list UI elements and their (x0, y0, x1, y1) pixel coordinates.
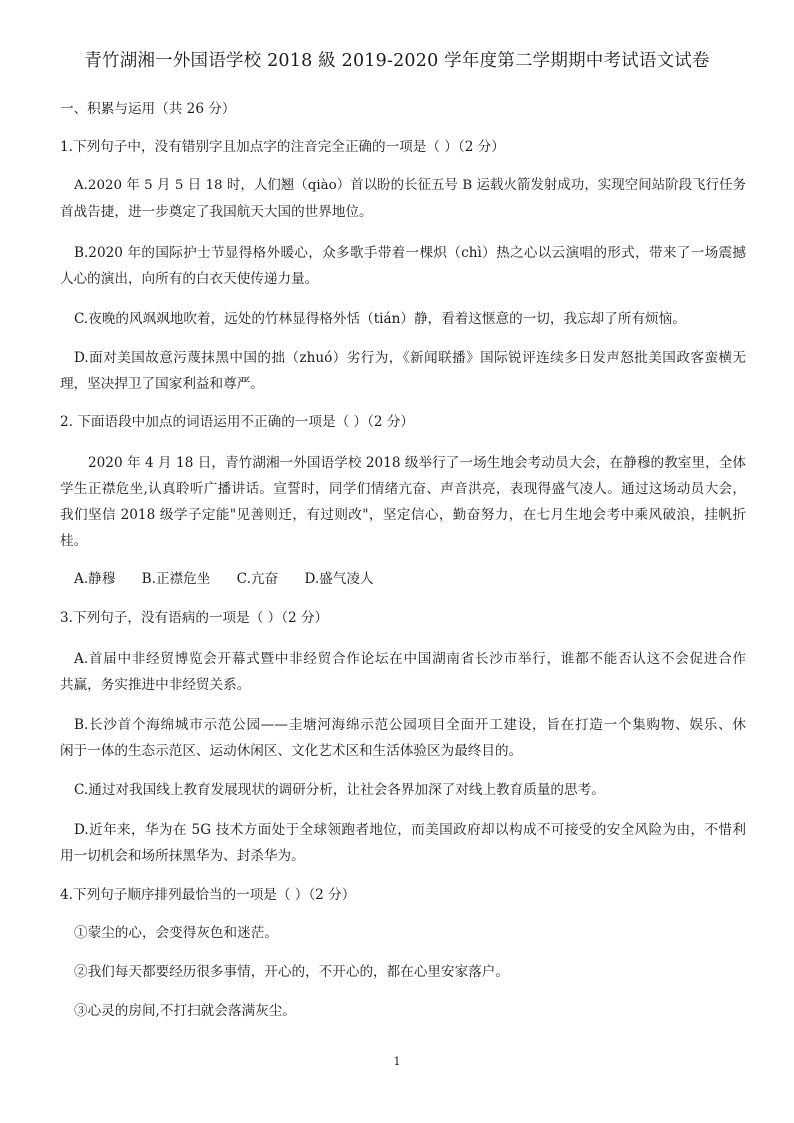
q1-option-d-line1: D.面对美国故意污蔑抹黑中国的拙（zhuó）劣行为，《新闻联播》国际锐评连续多日发声怒批美国政客蛮横无 (74, 350, 746, 366)
q1-option-c: C.夜晚的风飒飒地吹着，远处的竹林显得格外恬（tián）静，看着这惬意的一切，我忘却了所有烦恼。 (74, 311, 686, 327)
q2-passage-line4: 桂。 (60, 533, 88, 549)
q1-option-a-line1: A.2020 年 5 月 5 日 18 时，人们翘（qiào）首以盼的长征五号 B 运载火箭发射成功，实现空间站阶段飞行任务 (74, 178, 746, 193)
question-4-stem: 4.下列句子顺序排列最恰当的一项是（ ）（2 分） (60, 887, 356, 903)
q2-passage-line1: 2020 年 4 月 18 日，青竹湖湘一外国语学校 2018 级举行了一场生地会考动员大会，在静穆的教室里，全体 (88, 455, 746, 471)
q2-passage-line2: 学生正襟危坐,认真聆听广播讲话。宣誓时，同学们情绪亢奋、声音洪亮，表现得盛气凌人。通过这场动员大会， (60, 481, 746, 497)
page-number: 1 (393, 1055, 401, 1068)
q2-passage-line3: 我们坚信 2018 级学子定能"见善则迁，有过则改"，坚定信心，勤奋努力，在七月生地会考中乘风破浪，挂帆折 (60, 507, 746, 523)
q1-option-a-line2: 首战告捷，进一步奠定了我国航天大国的世界地位。 (60, 204, 373, 220)
q2-option-b: B.正襟危坐 (141, 571, 211, 587)
question-2-stem: 2. 下面语段中加点的词语运用不正确的一项是（ ）（2 分） (60, 414, 415, 430)
q1-option-b-line1: B.2020 年的国际护士节显得格外暖心，众多歌手带着一棵炽（chì）热之心以云演唱的形式，带来了一场震撼 (74, 245, 746, 261)
q4-sentence-3: ③心灵的房间,不打扫就会落满灰尘。 (74, 1003, 296, 1019)
q4-sentence-2: ②我们每天都要经历很多事情，开心的，不开心的，都在心里安家落户。 (74, 964, 509, 980)
q2-option-d: D.盛气凌人 (304, 571, 374, 587)
exam-title: 青竹湖湘一外国语学校 2018 級 2019-2020 学年度第二学期期中考试语文试卷 (84, 51, 710, 71)
q3-option-a-line2: 共赢，务实推进中非经贸关系。 (60, 677, 251, 693)
question-3-stem: 3.下列句子，没有语病的一项是（ ）（2 分） (60, 610, 329, 626)
question-1-stem: 1.下列句子中，没有错别字且加点字的注音完全正确的一项是（ ）（2 分） (60, 139, 505, 155)
q1-option-b-line2: 人心的演出，向所有的白衣天使传递力量。 (60, 271, 319, 287)
q3-option-b-line2: 闲于一体的生态示范区、运动休闲区、文化艺术区和生活体验区为最终目的。 (60, 743, 523, 759)
q1-option-d-line2: 理，坚决捍卫了国家利益和尊严。 (60, 376, 264, 392)
section-heading: 一、积累与运用（共 26 分） (60, 101, 236, 117)
q3-option-a-line1: A.首届中非经贸博览会开幕式暨中非经贸合作论坛在中国湖南省长沙市举行，谁都不能否认这不会促进合作 (74, 651, 746, 667)
q2-options (74, 566, 746, 592)
q3-option-b-line1: B.长沙首个海绵城市示范公园——圭塘河海绵示范公园项目全面开工建设，旨在打造一个集购物、娱乐、休 (74, 717, 746, 733)
q2-option-a: A.静穆 (74, 571, 116, 587)
q3-option-c: C.通过对我国线上教育发展现状的调研分析，让社会各界加深了对线上教育质量的思考。 (74, 782, 605, 798)
q3-option-d-line2: 用一切机会和场所抹黑华为、封杀华为。 (60, 848, 305, 864)
q4-sentence-1: ①蒙尘的心，会变得灰色和迷茫。 (74, 925, 278, 941)
q2-option-c: C.亢奋 (236, 571, 279, 587)
q3-option-d-line1: D.近年来，华为在 5G 技术方面处于全球领跑者地位，而美国政府却以构成不可接受的安全风险为由，不惜利 (74, 822, 746, 838)
